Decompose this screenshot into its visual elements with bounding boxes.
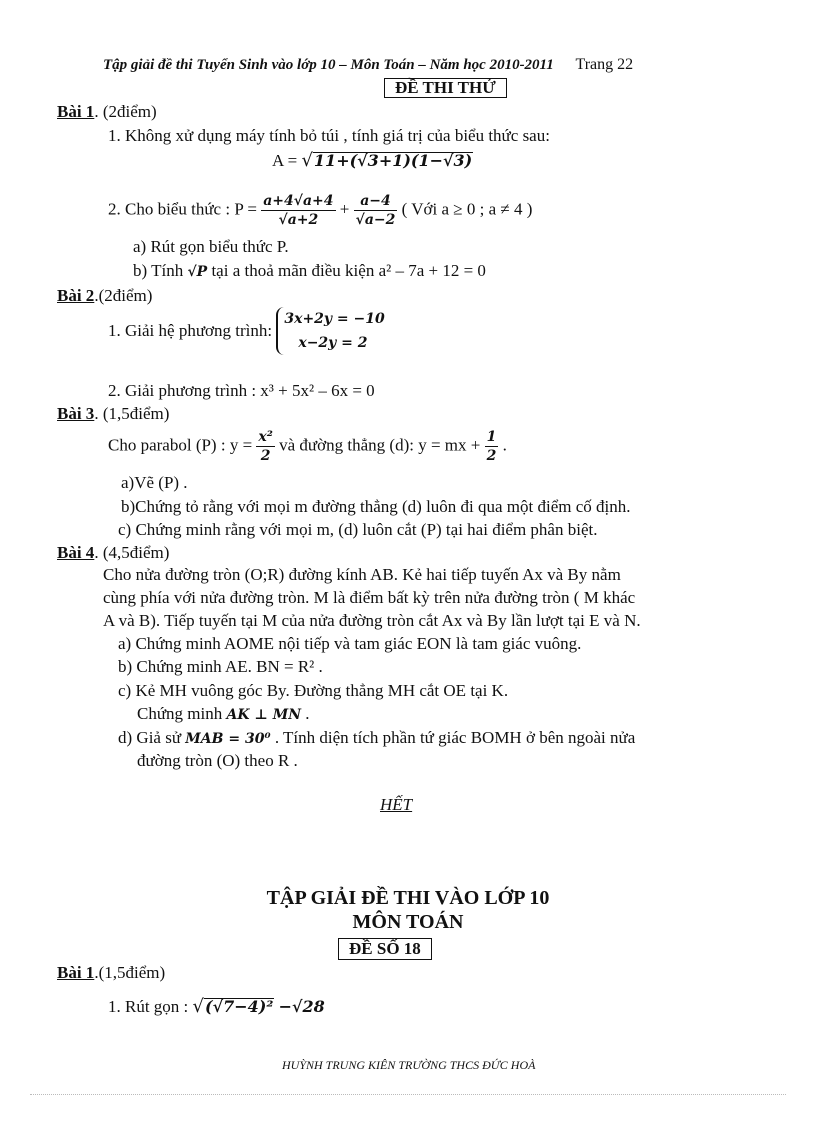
bai1-qa: a) Rút gọn biểu thức P. (133, 237, 289, 256)
bai2-q1: 1. Giải hệ phương trình: 3x+2y = −10 x−2y = 2 (108, 307, 385, 355)
bai3-label: Bài 3 (57, 404, 95, 423)
bai4-qd: d) Giả sử MAB = 30⁰ . Tính diện tích phần tứ giác BOMH ở bên ngoài nửa (118, 728, 636, 747)
page-header (103, 56, 633, 74)
bai3-intro: Cho parabol (P) : y = $\frac{\text{x²}}{2}$ và đường thẳng (d): y = mx + $\frac{1}{2}$ . (108, 429, 507, 464)
bai1b-label: Bài 1 (57, 963, 95, 982)
bai1-heading (57, 102, 157, 122)
bai2-q2: 2. Giải phương trình : x³ + 5x² – 6x = 0 (108, 381, 375, 400)
footer-divider (30, 1094, 786, 1095)
page-number: Trang 22 (575, 56, 634, 73)
page-footer: HUỲNH TRUNG KIÊN TRƯỜNG THCS ĐỨC HOÀ (282, 1058, 536, 1072)
bai4-qa: a) Chứng minh AOME nội tiếp và tam giác EON là tam giác vuông. (118, 634, 582, 653)
bai1-qb: b) Tính √P tại a thoả mãn điều kiện a² – 7a + 12 = 0 (133, 261, 486, 280)
bai4-heading: Bài 4. (4,5điểm) (57, 543, 170, 562)
ak-perp-mn: AK ⊥ MN (226, 707, 302, 723)
bai3-heading: Bài 3. (1,5điểm) (57, 404, 170, 423)
bai2-heading: Bài 2.(2điểm) (57, 286, 153, 305)
header-title: Tập giải đề thi Tuyển Sinh vào lớp 10 – Môn Toán – Năm học 2010-2011 (103, 57, 554, 73)
bai3-qa: a)Vẽ (P) . (121, 473, 188, 492)
equation-system (276, 307, 384, 355)
bai4-qd2: đường tròn (O) theo R . (137, 751, 298, 770)
sqrt-p: √P (187, 264, 208, 280)
exam-type-box: ĐỀ THI THỬ (384, 78, 507, 98)
bai4-line2: cùng phía với nửa đường tròn. M là điểm bất kỳ trên nửa đường tròn ( M khác (103, 588, 636, 607)
bai1b-q1: 1. Rút gọn : √(√7−4)² −√28 (108, 996, 325, 1017)
exam-number-box: ĐỀ SỐ 18 (338, 938, 432, 960)
reduce-expression: (√7−4)² (205, 997, 274, 1016)
bai1-q1-formula: A = √11+(√3+1)(1−√3) (272, 150, 473, 171)
line-fraction: $\frac{1}{2}$ (486, 429, 497, 464)
bai4-line1: Cho nửa đường tròn (O;R) đường kính AB. Kẻ hai tiếp tuyến Ax và By nằm (103, 565, 621, 584)
equation-1: 3x+2y = −10 (284, 311, 385, 327)
bai1-q2: 2. Cho biểu thức : P = $\frac{a+4√a+4}{√a+2}$ + $\frac{a-4}{√a-2}$ ( Với a ≥ 0 ; a ≠ 4 ) (108, 193, 533, 228)
bai4-line3: A và B). Tiếp tuyến tại M của nửa đường tròn cắt Ax và By lần lượt tại E và N. (103, 611, 641, 630)
bai4-qc: c) Kẻ MH vuông góc By. Đường thẳng MH cắt OE tại K. (118, 681, 509, 700)
q1-expression: 11+(√3+1)(1−√3) (313, 151, 473, 170)
bai1-points: . (2điểm) (94, 102, 157, 121)
bai2-label: Bài 2 (57, 286, 95, 305)
bai1-label: Bài 1 (57, 102, 95, 121)
p-fraction-2: $\frac{a-4}{√a-2}$ (355, 193, 396, 228)
bai4-label: Bài 4 (57, 543, 95, 562)
bai3-qb: b)Chứng tỏ rằng với mọi m đường thẳng (d) luôn đi qua một điểm cố định. (121, 497, 631, 516)
q1-lhs: A = (272, 151, 298, 170)
section2-subtitle: MÔN TOÁN (352, 911, 464, 933)
bai1b-heading: Bài 1.(1,5điểm) (57, 963, 166, 982)
bai3-qc: c) Chứng minh rằng với mọi m, (d) luôn cắt (P) tại hai điểm phân biệt. (118, 520, 598, 539)
p-fraction-1: $\frac{a+4√a+4}{√a+2}$ (263, 193, 334, 228)
equation-2: x−2y = 2 (298, 335, 368, 351)
section2-title: TẬP GIẢI ĐỀ THI VÀO LỚP 10 (266, 887, 550, 909)
q2-condition: ( Với a ≥ 0 ; a ≠ 4 ) (401, 199, 533, 219)
end-marker: HẾT (380, 795, 413, 814)
bai4-qc2: Chứng minh AK ⊥ MN . (137, 704, 310, 723)
bai4-qb: b) Chứng minh AE. BN = R² . (118, 657, 323, 676)
parabol-fraction: $\frac{\text{x²}}{2}$ (258, 429, 273, 464)
q2-prefix: 2. Cho biểu thức : P = (108, 199, 257, 219)
angle-mab: MAB = 30⁰ (185, 731, 271, 747)
bai1-q1: 1. Không xử dụng máy tính bỏ túi , tính giá trị của biểu thức sau: (108, 126, 550, 145)
